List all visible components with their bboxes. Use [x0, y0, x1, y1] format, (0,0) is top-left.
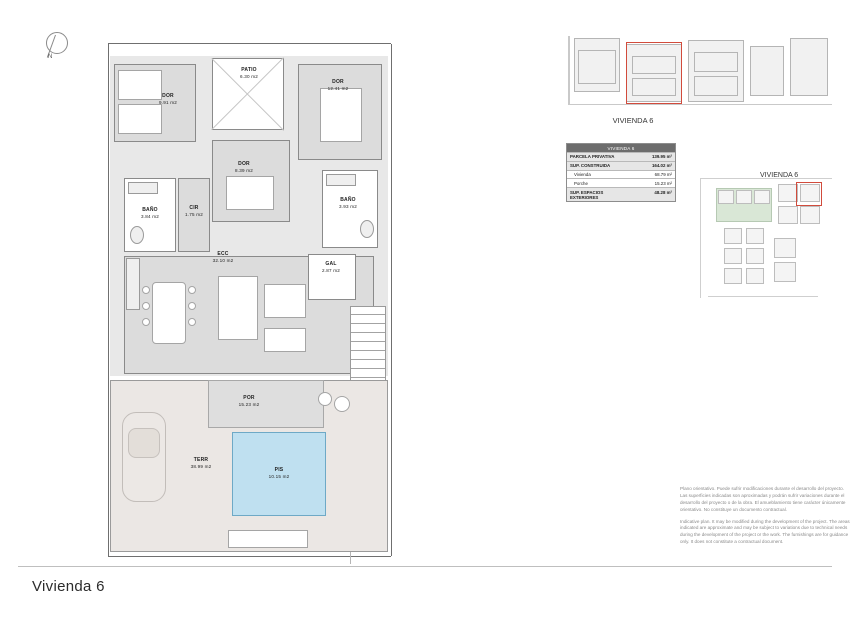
room-label-patio: PATIO 6.30 m2: [240, 67, 258, 79]
car-icon-top: [128, 428, 160, 458]
compass-icon: [44, 32, 70, 66]
elevation-keyplan: [568, 34, 832, 114]
outdoor-chair: [318, 392, 332, 406]
chair-furniture: [142, 318, 150, 326]
disclaimer-es: Plano orientativo. Puede sufrir modificaciones durante el desarrollo del proyecto. Las superficies indicadas son aproximadas y podrán sufrir variaciones durante el desarrollo del proyecto o de la obra. El amueblamiento tiene carácter únicamente orientativo. No constituye un documento contractual.: [680, 486, 846, 512]
room-label-bano-right: BAÑO 3.93 m2: [339, 197, 357, 209]
disclaimer-en: Indicative plan. It may be modified during the development of the project. The areas indicated are approximate and may be subject to variations due to technical needs during the development of the project or the work. The furnishings are for guidance only. It does not constitute a contractual document.: [680, 518, 850, 545]
keyplan-highlight: [626, 42, 682, 104]
outdoor-bench: [228, 530, 308, 548]
room-label-cir: CIR 1.75 m2: [185, 205, 203, 217]
compass-north-label: N: [48, 54, 53, 60]
footer-divider: [18, 566, 832, 567]
bed-furniture: [118, 104, 162, 134]
chair-furniture: [188, 302, 196, 310]
keyplan-caption: VIVIENDA 6: [612, 116, 654, 125]
apartment-floorplan: [108, 44, 390, 556]
room-label-por: POR 15.23 m2: [238, 395, 260, 407]
room-label-dor-right: DOR 12.41 m2: [327, 79, 349, 91]
room-label-terr: TERR 38.99 m2: [190, 457, 212, 469]
toilet-furniture: [360, 220, 374, 238]
vanity-furniture: [128, 182, 158, 194]
kitchen-counter-furniture: [126, 258, 140, 310]
room-label-pis: PIS 10.15 m2: [268, 467, 290, 479]
bed-furniture: [226, 176, 274, 210]
table-row: Vivienda 68.79 m²: [567, 170, 675, 179]
page-title: Vivienda 6: [32, 578, 105, 595]
chair-furniture: [188, 318, 196, 326]
siteplan-title: VIVIENDA 6: [760, 172, 799, 179]
siteplan-highlight: [796, 182, 822, 206]
table-row: SUP. CONSTRUIDA 164.02 m²: [567, 161, 675, 170]
dining-table-furniture: [152, 282, 186, 344]
room-label-gal: GAL 2.87 m2: [322, 261, 340, 273]
room-label-dor-middle: DOR 8.39 m2: [235, 161, 253, 173]
sofa-furniture: [218, 276, 258, 340]
chair-furniture: [142, 302, 150, 310]
table-row: PARCELA PRIVATIVA 139.95 m²: [567, 152, 675, 161]
outdoor-chair: [334, 396, 350, 412]
sofa-furniture: [264, 284, 306, 318]
chair-furniture: [188, 286, 196, 294]
table-row: SUP. ESPACIOS EXTERIORES 48.28 m²: [567, 187, 675, 201]
table-row: Porche 15.23 m²: [567, 178, 675, 187]
room-label-ecc: ECC 32.10 m2: [212, 251, 234, 263]
chair-furniture: [142, 286, 150, 294]
toilet-furniture: [130, 226, 144, 244]
site-plan: [700, 170, 832, 315]
room-label-dor-left: DOR 9.91 m2: [159, 93, 177, 105]
room-label-bano-left: BAÑO 3.84 m2: [141, 207, 159, 219]
areas-table-header: VIVIENDA 6: [567, 144, 675, 152]
areas-table: [566, 143, 676, 202]
vanity-furniture: [326, 174, 356, 186]
bed-furniture: [320, 88, 362, 142]
coffee-table-furniture: [264, 328, 306, 352]
disclaimer-text: [680, 486, 850, 551]
